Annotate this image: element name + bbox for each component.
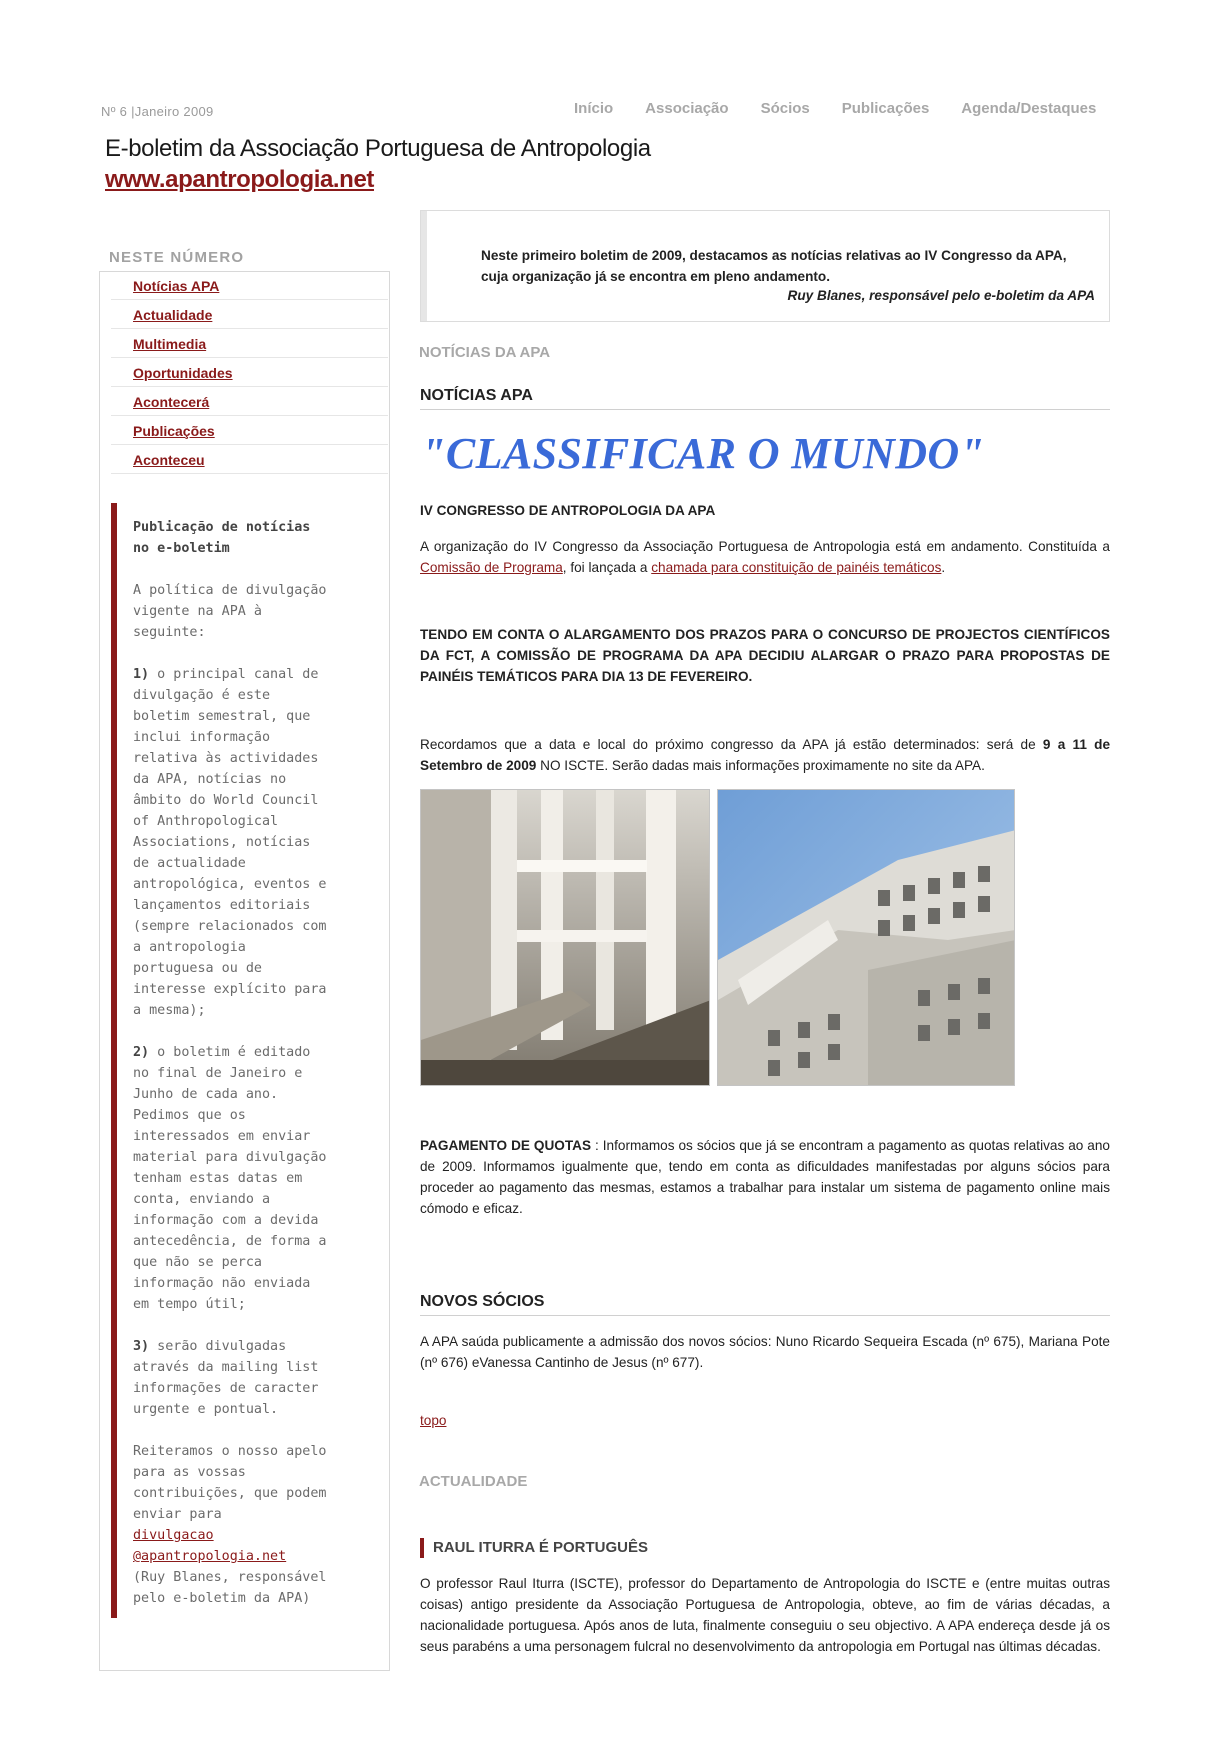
- site-title: E-boletim da Associação Portuguesa de Antropologia: [105, 135, 651, 162]
- note-p1-line: a mesma);: [133, 1003, 206, 1018]
- sidebar-item-noticias: [111, 271, 388, 300]
- sidebar-link-oportunidades[interactable]: Oportunidades: [133, 365, 233, 381]
- note-p3-line: informações de caracter: [133, 1381, 319, 1396]
- note-p1-line: relativa às actividades: [133, 751, 319, 766]
- note-p2-line: tenham estas datas em: [133, 1171, 303, 1186]
- nav-socios[interactable]: Sócios: [760, 100, 810, 117]
- atrium-illustration: [421, 790, 710, 1086]
- congress-text: .: [941, 560, 946, 575]
- sidebar-link-noticias[interactable]: Notícias APA: [133, 278, 220, 294]
- date-text: NO ISCTE. Serão dadas mais informações proximamente no site da APA.: [536, 758, 985, 773]
- intro-text: Neste primeiro boletim de 2009, destacamos as notícias relativas ao IV Congresso da APA, cuja organização já se encontra em pleno andamento.: [481, 248, 1067, 284]
- quotas-text: : Informamos os sócios que já se encontram a pagamento as quotas relativas ao ano de 2009. Informamos igualmente que, tendo em conta as dificuldades manifestadas por alguns sócios para proceder ao pagamento das mesmas, estamos a trabalhar para instalar um sistema de pagamento online mais cómodo e eficaz.: [420, 1138, 1110, 1216]
- sidebar-note: [111, 503, 377, 1618]
- nav-agenda[interactable]: Agenda/Destaques: [961, 100, 1097, 117]
- note-p1-line: inclui informação: [133, 730, 271, 745]
- note-intro-line-2: vigente na APA à: [133, 604, 262, 619]
- note-p3-number: 3): [133, 1339, 150, 1354]
- note-p1-line: interesse explícito para: [133, 982, 327, 997]
- iscte-atrium-photo: [420, 789, 710, 1086]
- intro-accent-bar: [421, 211, 427, 321]
- note-closing-line: contribuições, que podem: [133, 1486, 327, 1501]
- sidebar-heading: NESTE NÚMERO: [109, 249, 245, 266]
- sidebar-item-acontecera: [111, 387, 388, 416]
- note-p2-line: informação não enviada: [133, 1276, 311, 1291]
- note-p2-line: no final de Janeiro e: [133, 1066, 303, 1081]
- note-p1-line: âmbito do World Council: [133, 793, 319, 808]
- note-p2-line: antecedência, de forma a: [133, 1234, 327, 1249]
- congress-dates: 9 a 11 de Setembro de 2009: [420, 737, 1111, 773]
- sidebar-link-publicacoes[interactable]: Publicações: [133, 423, 215, 439]
- intro-box: [420, 210, 1110, 322]
- sidebar-item-actualidade: [111, 300, 388, 329]
- note-closing-line: enviar para: [133, 1507, 222, 1522]
- note-p1-line: Associations, notícias: [133, 835, 311, 850]
- note-p1-line: de actualidade: [133, 856, 246, 871]
- site-url-link[interactable]: www.apantropologia.net: [105, 166, 374, 193]
- note-p2-number: 2): [133, 1045, 150, 1060]
- note-sign-line: (Ruy Blanes, responsável: [133, 1570, 327, 1585]
- headline-classificar: "CLASSIFICAR O MUNDO": [421, 429, 985, 478]
- panels-call-link[interactable]: chamada para constituição de painéis temáticos: [651, 560, 942, 575]
- note-sign-line: pelo e-boletim da APA): [133, 1591, 311, 1606]
- note-title-line-1: Publicação de notícias: [133, 520, 311, 535]
- iscte-building-photo: [717, 789, 1015, 1086]
- note-email-link[interactable]: divulgacao: [133, 1528, 214, 1543]
- sidebar-item-multimedia: [111, 329, 388, 358]
- date-text: Recordamos que a data e local do próximo congresso da APA já estão determinados: será de: [420, 737, 1043, 752]
- note-p2-line: em tempo útil;: [133, 1297, 246, 1312]
- note-p2-line: que não se perca: [133, 1255, 262, 1270]
- note-intro-line-3: seguinte:: [133, 625, 206, 640]
- sidebar-menu: [111, 271, 388, 474]
- note-p1-line: o principal canal de: [149, 667, 319, 682]
- note-email-link[interactable]: @apantropologia.net: [133, 1549, 287, 1564]
- sidebar-item-publicacoes: [111, 416, 388, 445]
- note-p1-line: divulgação é este: [133, 688, 271, 703]
- quotas-paragraph: [420, 1135, 1110, 1219]
- sidebar-item-aconteceu: [111, 445, 388, 474]
- note-p1-line: boletim semestral, que: [133, 709, 311, 724]
- note-p1-line: of Anthropological: [133, 814, 279, 829]
- note-p1-line: da APA, notícias no: [133, 772, 287, 787]
- back-to-top-link[interactable]: topo: [420, 1413, 447, 1428]
- note-p2-line: o boletim é editado: [149, 1045, 311, 1060]
- note-p1-line: a antropologia: [133, 940, 246, 955]
- heading-noticias-apa: NOTÍCIAS APA: [420, 387, 1110, 410]
- sidebar-link-actualidade[interactable]: Actualidade: [133, 307, 213, 323]
- heading-raul-iturra: RAUL ITURRA É PORTUGUÊS: [420, 1538, 648, 1558]
- programme-committee-link[interactable]: Comissão de Programa: [420, 560, 563, 575]
- raul-iturra-paragraph: O professor Raul Iturra (ISCTE), professor do Departamento de Antropologia do ISCTE e (entre muitas outras coisas) antigo presidente da Associação Portuguesa de Antropologia, obteve, ao fim de várias décadas, a nacionalidade portuguesa. Após anos de luta, finalmente conseguiu o seu objectivo. A APA endereça desde já os seus parabéns a uma personagem fulcral no desenvolvimento da antropologia em Portugal nas últimas décadas.: [420, 1576, 1110, 1654]
- note-p3-line: serão divulgadas: [149, 1339, 287, 1354]
- section-label-noticias: NOTÍCIAS DA APA: [419, 344, 551, 361]
- nav-associacao[interactable]: Associação: [645, 100, 729, 117]
- intro-signature: Ruy Blanes, responsável pelo e-boletim da APA: [787, 288, 1095, 303]
- note-p1-line: portuguesa ou de: [133, 961, 262, 976]
- building-illustration: [718, 790, 1015, 1086]
- deadline-notice: TENDO EM CONTA O ALARGAMENTO DOS PRAZOS PARA O CONCURSO DE PROJECTOS CIENTÍFICOS DA FCT, A COMISSÃO DE PROGRAMA DA APA DECIDIU ALARGAR O PRAZO PARA PROPOSTAS DE PAINÉIS TEMÁTICOS PARA DIA 13 DE FEVEREIRO.: [420, 627, 1110, 684]
- sidebar-link-acontecera[interactable]: Acontecerá: [133, 394, 210, 410]
- sidebar-link-aconteceu[interactable]: Aconteceu: [133, 452, 205, 468]
- section-label-actualidade: ACTUALIDADE: [419, 1473, 528, 1490]
- note-p2-line: conta, enviando a: [133, 1192, 271, 1207]
- nav-publicacoes[interactable]: Publicações: [841, 100, 930, 117]
- note-p2-line: material para divulgação: [133, 1150, 327, 1165]
- note-p1-line: (sempre relacionados com: [133, 919, 327, 934]
- congress-heading: IV CONGRESSO DE ANTROPOLOGIA DA APA: [420, 503, 716, 518]
- sidebar-item-oportunidades: [111, 358, 388, 387]
- note-p2-line: Junho de cada ano.: [133, 1087, 279, 1102]
- note-p3-line: através da mailing list: [133, 1360, 319, 1375]
- note-intro-line-1: A política de divulgação: [133, 583, 327, 598]
- note-p2-line: informação com a devida: [133, 1213, 319, 1228]
- congress-paragraph: [420, 536, 1110, 578]
- nav-inicio[interactable]: Início: [574, 100, 614, 117]
- congress-date-paragraph: [420, 734, 1110, 776]
- note-p1-line: antropológica, eventos e: [133, 877, 327, 892]
- issue-label: Nº 6 |Janeiro 2009: [101, 104, 214, 119]
- note-p2-line: Pedimos que os: [133, 1108, 246, 1123]
- note-closing-line: para as vossas: [133, 1465, 246, 1480]
- note-title-line-2: no e-boletim: [133, 541, 230, 556]
- note-p2-line: interessados em enviar: [133, 1129, 311, 1144]
- note-closing-line: Reiteramos o nosso apelo: [133, 1444, 327, 1459]
- note-p1-number: 1): [133, 667, 150, 682]
- note-p3-line: urgente e pontual.: [133, 1402, 279, 1417]
- heading-novos-socios: NOVOS SÓCIOS: [420, 1293, 1110, 1316]
- top-navigation: [574, 100, 1096, 117]
- congress-text: , foi lançada a: [562, 560, 652, 575]
- congress-text: A organização do IV Congresso da Associação Portuguesa de Antropologia está em andamento. Constituída a: [420, 539, 1110, 554]
- note-p1-line: lançamentos editoriais: [133, 898, 311, 913]
- new-members-paragraph: A APA saúda publicamente a admissão dos novos sócios: Nuno Ricardo Sequeira Escada (nº 675), Mariana Pote (nº 676) eVanessa Cantinho de Jesus (nº 677).: [420, 1334, 1110, 1370]
- sidebar-note-text: [133, 517, 377, 1609]
- sidebar-link-multimedia[interactable]: Multimedia: [133, 336, 207, 352]
- quotas-label: PAGAMENTO DE QUOTAS: [420, 1138, 592, 1153]
